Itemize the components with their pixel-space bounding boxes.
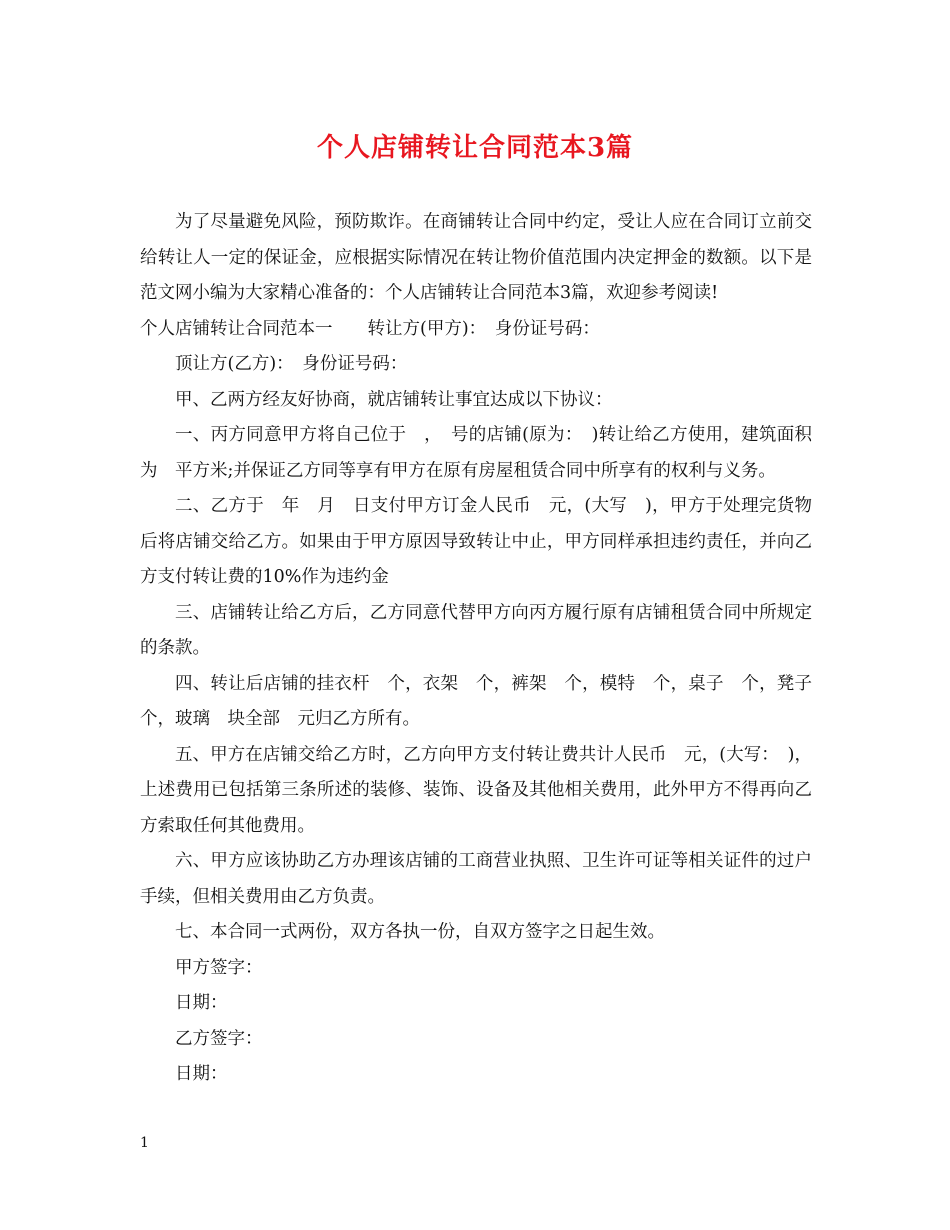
agreement-intro: 甲、乙两方经友好协商，就店铺转让事宜达成以下协议： [175, 389, 613, 410]
intro-paragraph: 为了尽量避免风险，预防欺诈。在商铺转让合同中约定，受让人应在合同订立前交给转让人一定的保证金，应根据实际情况在转让物价值范围内决定押金的数额。以下是范文网小编为大家精心准备的：个人店铺转让合同范本3篇，欢迎参考阅读! [140, 212, 812, 303]
clause-6: 六、甲方应该协助乙方办理该店铺的工商营业执照、卫生许可证等相关证件的过户手续，但相关费用由乙方负责。 [140, 851, 812, 907]
document-body [140, 205, 830, 1093]
page-number: 1 [140, 1135, 149, 1151]
document-title: 个人店铺转让合同范本3篇 [316, 133, 634, 163]
party-a-signature: 甲方签字： [175, 957, 263, 978]
clause-2: 二、乙方于 年 月 日支付甲方订金人民币 元，(大写 )，甲方于处理完货物后将店铺交给乙方。如果由于甲方原因导致转让中止，甲方同样承担违约责任，并向乙方支付转让费的10%作为违约金 [140, 496, 812, 587]
party-b-date: 日期： [175, 1064, 228, 1084]
clause-1: 一、丙方同意甲方将自己位于 ， 号的店铺(原为： )转让给乙方使用，建筑面积为 平方米;并保证乙方同等享有甲方在原有房屋租赁合同中所享有的权利与义务。 [140, 425, 812, 481]
clause-3: 三、店铺转让给乙方后，乙方同意代替甲方向丙方履行原有店铺租赁合同中所规定的条款。 [140, 602, 812, 658]
party-b-line: 顶让方(乙方)： 身份证号码： [175, 354, 408, 374]
party-a-date: 日期： [175, 993, 228, 1013]
contract-heading-line: 个人店铺转让合同范本一 转让方(甲方)： 身份证号码： [140, 318, 600, 339]
clause-4: 四、转让后店铺的挂衣杆 个，衣架 个，裤架 个，模特 个，桌子 个，凳子 个，玻璃 块全部 元归乙方所有。 [140, 673, 830, 729]
clause-5: 五、甲方在店铺交给乙方时，乙方向甲方支付转让费共计人民币 元，(大写： )，上述费用已包括第三条所述的装修、装饰、设备及其他相关费用，此外甲方不得再向乙方索取任何其他费用。 [140, 744, 812, 836]
clause-7: 七、本合同一式两份，双方各执一份，自双方签字之日起生效。 [175, 922, 665, 942]
party-b-signature: 乙方签字： [175, 1028, 263, 1049]
